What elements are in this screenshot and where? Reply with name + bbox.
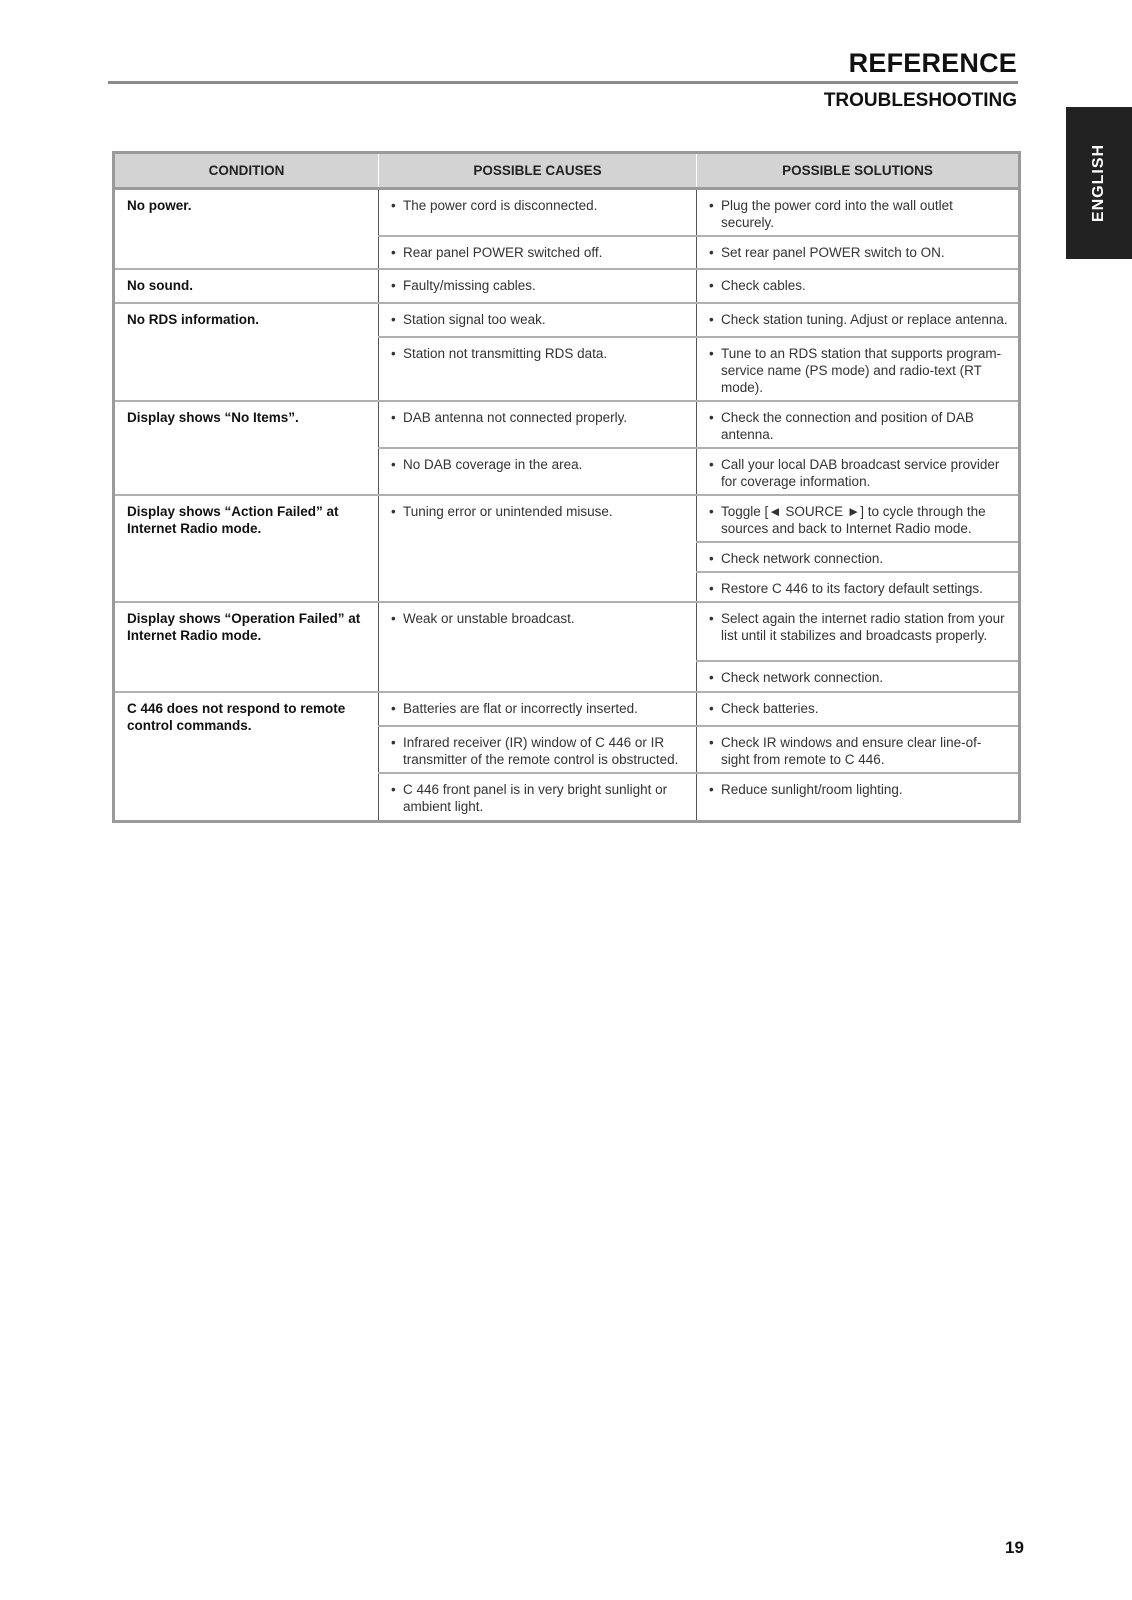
bullet-mark: •	[709, 670, 714, 685]
cause-cell	[379, 773, 697, 822]
bullet-mark: •	[709, 312, 714, 327]
solution-cell	[697, 572, 1020, 602]
solution-cell	[697, 661, 1020, 692]
section-title: REFERENCE	[848, 48, 1017, 78]
bullet-mark: •	[391, 504, 396, 519]
solution-text: Check cables.	[721, 278, 806, 293]
solution-cell	[697, 269, 1020, 303]
cause-text: The power cord is disconnected.	[403, 198, 598, 213]
solution-text: Restore C 446 to its factory default settings.	[721, 581, 983, 596]
bullet-mark: •	[391, 312, 396, 327]
solution-cell	[697, 337, 1020, 401]
bullet-mark: •	[709, 735, 714, 750]
bullet-mark: •	[709, 410, 714, 425]
solution-text: Check the connection and position of DAB antenna.	[721, 410, 974, 442]
cause-text: Rear panel POWER switched off.	[403, 245, 603, 260]
condition-cell: No power.	[114, 189, 379, 270]
table-row	[114, 692, 1020, 726]
solution-cell	[697, 495, 1020, 542]
troubleshooting-table-wrap	[112, 151, 1018, 823]
bullet-mark: •	[391, 611, 396, 626]
cause-text: Tuning error or unintended misuse.	[403, 504, 613, 519]
bullet-mark: •	[391, 245, 396, 260]
cause-text: No DAB coverage in the area.	[403, 457, 583, 472]
solution-cell	[697, 602, 1020, 661]
bullet-mark: •	[709, 581, 714, 596]
table-row	[114, 269, 1020, 303]
solution-cell	[697, 692, 1020, 726]
header-condition: CONDITION	[114, 153, 379, 189]
cause-cell	[379, 448, 697, 495]
bullet-mark: •	[709, 346, 714, 361]
bullet-mark: •	[709, 457, 714, 472]
solution-cell	[697, 773, 1020, 822]
cause-text: DAB antenna not connected properly.	[403, 410, 628, 425]
condition-cell: No sound.	[114, 269, 379, 303]
bullet-mark: •	[709, 504, 714, 519]
table-row	[114, 401, 1020, 448]
cause-text: Infrared receiver (IR) window of C 446 or IR transmitter of the remote control is obstructed.	[403, 735, 679, 767]
table-header-row	[114, 153, 1020, 189]
bullet-mark: •	[391, 735, 396, 750]
language-tab	[1066, 107, 1132, 259]
cause-cell	[379, 269, 697, 303]
bullet-mark: •	[709, 782, 714, 797]
cause-text: Station signal too weak.	[403, 312, 546, 327]
bullet-mark: •	[709, 278, 714, 293]
solution-text: Call your local DAB broadcast service provider for coverage information.	[721, 457, 1000, 489]
cause-cell	[379, 495, 697, 602]
cause-cell	[379, 337, 697, 401]
bullet-mark: •	[709, 551, 714, 566]
header-possible-causes: POSSIBLE CAUSES	[379, 153, 697, 189]
cause-text: C 446 front panel is in very bright sunlight or ambient light.	[403, 782, 668, 814]
solution-cell	[697, 303, 1020, 337]
cause-cell	[379, 726, 697, 773]
bullet-mark: •	[391, 701, 396, 716]
cause-text: Batteries are flat or incorrectly inserted.	[403, 701, 638, 716]
table-row	[114, 189, 1020, 237]
condition-cell: No RDS information.	[114, 303, 379, 401]
solution-text: Check network connection.	[721, 670, 884, 685]
header-possible-solutions: POSSIBLE SOLUTIONS	[697, 153, 1020, 189]
solution-cell	[697, 726, 1020, 773]
solution-text: Check network connection.	[721, 551, 884, 566]
solution-text: Select again the internet radio station from your list until it stabilizes and broadcasts properly.	[721, 611, 1005, 643]
solution-text: Check batteries.	[721, 701, 819, 716]
page-number: 19	[1005, 1538, 1024, 1557]
cause-cell	[379, 236, 697, 269]
cause-text: Weak or unstable broadcast.	[403, 611, 575, 626]
cause-cell	[379, 692, 697, 726]
condition-cell: Display shows “No Items”.	[114, 401, 379, 495]
language-tab-label: ENGLISH	[1090, 143, 1107, 223]
solution-cell	[697, 236, 1020, 269]
bullet-mark: •	[391, 346, 396, 361]
bullet-mark: •	[391, 278, 396, 293]
solution-text: Check station tuning. Adjust or replace antenna.	[721, 312, 1008, 327]
bullet-mark: •	[391, 457, 396, 472]
cause-cell	[379, 602, 697, 692]
condition-cell: Display shows “Operation Failed” at Internet Radio mode.	[114, 602, 379, 692]
solution-cell	[697, 401, 1020, 448]
condition-cell: Display shows “Action Failed” at Internet Radio mode.	[114, 495, 379, 602]
bullet-mark: •	[391, 198, 396, 213]
solution-text: Reduce sunlight/room lighting.	[721, 782, 903, 797]
cause-text: Faulty/missing cables.	[403, 278, 536, 293]
solution-cell	[697, 448, 1020, 495]
table-row	[114, 495, 1020, 542]
solution-text: Check IR windows and ensure clear line-of-sight from remote to C 446.	[721, 735, 982, 767]
troubleshooting-table	[112, 151, 1021, 823]
solution-cell	[697, 542, 1020, 572]
cause-text: Station not transmitting RDS data.	[403, 346, 608, 361]
solution-text: Toggle [◄ SOURCE ►] to cycle through the sources and back to Internet Radio mode.	[721, 504, 986, 536]
solution-text: Set rear panel POWER switch to ON.	[721, 245, 945, 260]
bullet-mark: •	[709, 198, 714, 213]
cause-cell	[379, 401, 697, 448]
page-title: TROUBLESHOOTING	[823, 90, 1017, 111]
bullet-mark: •	[391, 410, 396, 425]
table-row	[114, 602, 1020, 661]
bullet-mark: •	[391, 782, 396, 797]
bullet-mark: •	[709, 611, 714, 626]
condition-cell: C 446 does not respond to remote control commands.	[114, 692, 379, 822]
solution-cell	[697, 189, 1020, 237]
bullet-mark: •	[709, 245, 714, 260]
table-row	[114, 303, 1020, 337]
bullet-mark: •	[709, 701, 714, 716]
cause-cell	[379, 189, 697, 237]
solution-text: Tune to an RDS station that supports program-service name (PS mode) and radio-text (RT mode).	[721, 346, 1002, 395]
solution-text: Plug the power cord into the wall outlet securely.	[721, 198, 953, 230]
cause-cell	[379, 303, 697, 337]
title-rule	[108, 81, 1018, 84]
